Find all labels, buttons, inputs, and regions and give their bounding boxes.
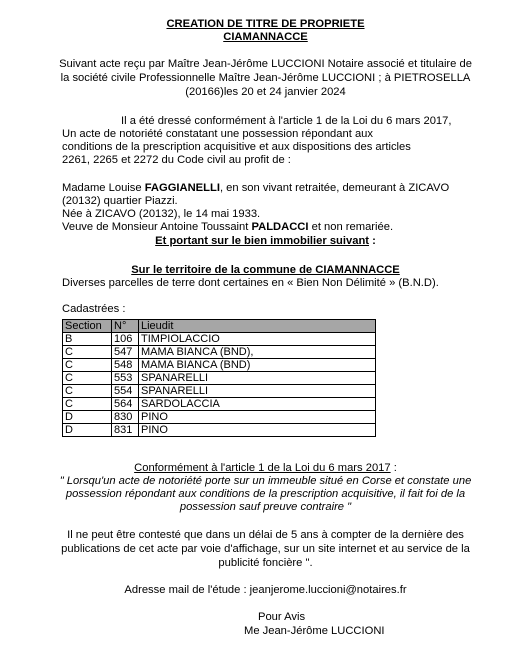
cadastre-label: Cadastrées :	[62, 303, 126, 315]
signature-pour-avis: Pour Avis	[258, 611, 306, 623]
beneficiary-line-4	[62, 221, 393, 234]
law-quote-line-3: possession sauf preuve contraire "	[179, 501, 352, 513]
territory-heading: Sur le territoire de la commune de CIAMANNACCE	[131, 264, 400, 276]
beneficiary-line-2: (20132) quartier Piazzi.	[62, 195, 178, 207]
cell-section: C	[63, 359, 112, 372]
cell-section: D	[63, 411, 112, 424]
territory-description: Diverses parcelles de terre dont certaines en « Bien Non Délimité » (B.N.D).	[62, 277, 439, 289]
cell-section: C	[63, 372, 112, 385]
header-section: Section	[63, 320, 112, 333]
contest-line-2: publications de cet acte par voie d'affichage, sur un site internet et au service de la	[61, 543, 470, 555]
cadastre-header-row	[63, 320, 376, 333]
cell-lieudit: MAMA BIANCA (BND),	[139, 346, 376, 359]
property-heading-text: Et portant sur le bien immobilier suivant	[155, 235, 369, 247]
spouse-prefix: Veuve de Monsieur Antoine Toussaint	[62, 221, 252, 233]
cell-lieudit: PINO	[139, 424, 376, 437]
spouse-suffix: et non remariée.	[308, 221, 394, 233]
cell-number: 831	[112, 424, 139, 437]
table-row	[63, 346, 376, 359]
contest-line-3: publicité foncière ".	[218, 557, 313, 569]
cell-lieudit: MAMA BIANCA (BND)	[139, 359, 376, 372]
para2-line-3: conditions de la prescription acquisitive et aux dispositions des articles	[62, 141, 411, 153]
header-lieudit: Lieudit	[139, 320, 376, 333]
cell-lieudit: SARDOLACCIA	[139, 398, 376, 411]
intro-line-1: Suivant acte reçu par Maître Jean-Jérôme LUCCIONI Notaire associé et titulaire de	[59, 58, 472, 70]
cell-section: C	[63, 346, 112, 359]
law-quote-line-1: " Lorsqu'un acte de notoriété porte sur un immeuble situé en Corse et constate une	[59, 475, 472, 487]
beneficiary-name: FAGGIANELLI	[144, 182, 220, 194]
table-row	[63, 359, 376, 372]
cell-number: 564	[112, 398, 139, 411]
beneficiary-prefix: Madame Louise	[62, 182, 145, 194]
intro-line-2: la société civile Professionnelle Maître Jean-Jérôme LUCCIONI ; à PIETROSELLA	[60, 72, 471, 84]
cell-lieudit: PINO	[139, 411, 376, 424]
cell-lieudit: SPANARELLI	[139, 372, 376, 385]
contest-line-1: Il ne peut être contesté que dans un délai de 5 ans à compter de la dernière des	[67, 529, 464, 541]
cell-lieudit: TIMPIOLACCIO	[139, 333, 376, 346]
spouse-name: PALDACCI	[251, 221, 309, 233]
law-heading-text: Conformément à l'article 1 de la Loi du 6 mars 2017	[134, 462, 391, 474]
signature-name: Me Jean-Jérôme LUCCIONI	[244, 625, 385, 637]
cell-section: C	[63, 398, 112, 411]
cell-number: 553	[112, 372, 139, 385]
title-line-1: CREATION DE TITRE DE PROPRIETE	[166, 18, 365, 30]
beneficiary-line-3: Née à ZICAVO (20132), le 14 mai 1933.	[62, 208, 261, 220]
cell-number: 830	[112, 411, 139, 424]
cell-number: 547	[112, 346, 139, 359]
header-number: N°	[112, 320, 139, 333]
table-row	[63, 333, 376, 346]
law-heading	[0, 462, 531, 475]
beneficiary-suffix: , en son vivant retraitée, demeurant à ZICAVO	[219, 182, 450, 194]
cell-number: 554	[112, 385, 139, 398]
table-row	[63, 411, 376, 424]
property-heading	[0, 235, 531, 248]
property-heading-colon: :	[369, 235, 376, 247]
law-quote-line-2: possession répondant aux conditions de la prescription acquisitive, il fait foi de la	[65, 488, 466, 500]
contact-email: Adresse mail de l'étude : jeanjerome.luccioni@notaires.fr	[124, 584, 407, 596]
table-row	[63, 398, 376, 411]
cell-lieudit: SPANARELLI	[139, 385, 376, 398]
intro-line-3: (20166)les 20 et 24 janvier 2024	[185, 86, 346, 98]
cell-number: 548	[112, 359, 139, 372]
para2-line-4: 2261, 2265 et 2272 du Code civil au profit de :	[62, 154, 291, 166]
para2-line-1: Il a été dressé conformément à l'article 1 de la Loi du 6 mars 2017,	[121, 115, 452, 127]
cell-section: D	[63, 424, 112, 437]
law-heading-colon: :	[390, 462, 397, 474]
cell-section: B	[63, 333, 112, 346]
cadastre-table	[62, 319, 376, 437]
para2-line-2: Un acte de notoriété constatant une possession répondant aux	[62, 128, 373, 140]
table-row	[63, 424, 376, 437]
title-line-2: CIAMANNACCE	[223, 31, 308, 43]
cell-section: C	[63, 385, 112, 398]
table-row	[63, 385, 376, 398]
table-row	[63, 372, 376, 385]
beneficiary-line-1	[62, 182, 449, 195]
cell-number: 106	[112, 333, 139, 346]
